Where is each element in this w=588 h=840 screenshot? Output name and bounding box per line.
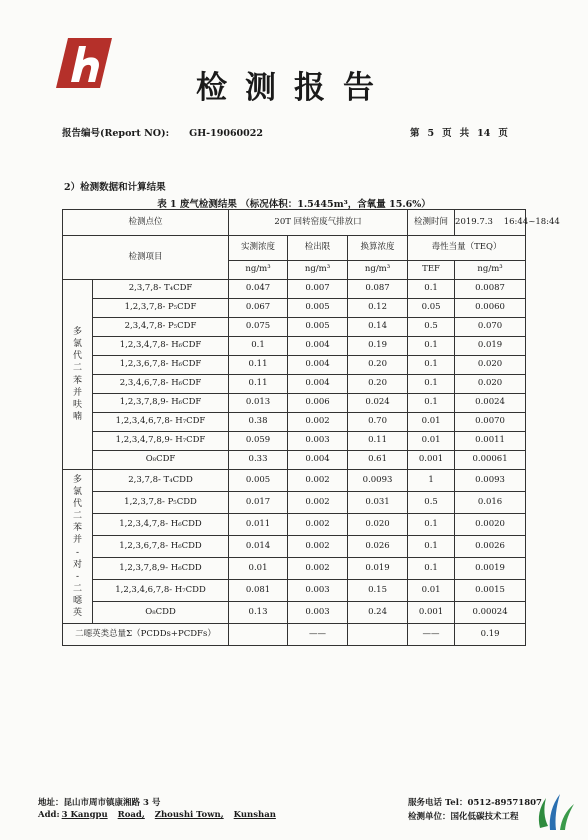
table-row	[63, 356, 526, 375]
tef-value: 1	[408, 470, 455, 492]
compound-name: 1,2,3,4,7,8- H₆CDF	[93, 337, 229, 356]
tef-value: 0.1	[408, 536, 455, 558]
measured-conc: 0.081	[229, 580, 288, 602]
table-row	[63, 432, 526, 451]
detection-limit: 0.007	[288, 280, 348, 299]
table-row	[63, 580, 526, 602]
col-converted: 换算浓度	[348, 236, 408, 261]
teq-value: 0.016	[455, 492, 526, 514]
measured-conc: 0.38	[229, 413, 288, 432]
detection-limit: 0.004	[288, 356, 348, 375]
table-row	[63, 280, 526, 299]
teq-value: 0.019	[455, 337, 526, 356]
detection-limit: 0.002	[288, 558, 348, 580]
teq-value: 0.0011	[455, 432, 526, 451]
converted-conc: 0.026	[348, 536, 408, 558]
measured-conc: 0.047	[229, 280, 288, 299]
measured-conc: 0.1	[229, 337, 288, 356]
teq-value: 0.020	[455, 375, 526, 394]
tef-value: 0.001	[408, 451, 455, 470]
time-date: 2019.7.3	[455, 216, 493, 227]
address-en	[38, 810, 286, 820]
detection-limit: 0.002	[288, 413, 348, 432]
teq-value: 0.0087	[455, 280, 526, 299]
measured-conc: 0.059	[229, 432, 288, 451]
unit-dl: ng/m³	[288, 261, 348, 280]
address-en-part: Kunshan	[233, 810, 276, 820]
total-teq: 0.19	[455, 624, 526, 646]
total-converted	[348, 624, 408, 646]
tef-value: 0.05	[408, 299, 455, 318]
compound-name: 1,2,3,6,7,8- H₆CDF	[93, 356, 229, 375]
compound-name: O₈CDF	[93, 451, 229, 470]
tef-value: 0.1	[408, 514, 455, 536]
group-label-pcdf: 多 氯 代 二 苯 并 呋 喃	[63, 280, 93, 470]
measured-conc: 0.11	[229, 356, 288, 375]
converted-conc: 0.020	[348, 514, 408, 536]
measured-conc: 0.005	[229, 470, 288, 492]
compound-name: O₈CDD	[93, 602, 229, 624]
converted-conc: 0.024	[348, 394, 408, 413]
col-dl: 检出限	[288, 236, 348, 261]
detection-limit: 0.002	[288, 470, 348, 492]
address-cn: 地址：昆山市周市镇康湘路 3 号	[38, 798, 161, 808]
measured-conc: 0.11	[229, 375, 288, 394]
address-en-part: Zhoushi Town,	[154, 810, 224, 820]
teq-value: 0.0026	[455, 536, 526, 558]
table-caption: 表 1 废气检测结果 （标况体积：1.5445m³，含氧量 15.6%）	[157, 199, 431, 210]
compound-name: 2,3,7,8- T₄CDD	[93, 470, 229, 492]
tef-value: 0.1	[408, 356, 455, 375]
tef-value: 0.5	[408, 492, 455, 514]
compound-name: 1,2,3,7,8- P₅CDF	[93, 299, 229, 318]
table-row	[63, 536, 526, 558]
compound-name: 2,3,4,7,8- P₅CDF	[93, 318, 229, 337]
tef-value: 0.1	[408, 337, 455, 356]
unit-teq: ng/m³	[455, 261, 526, 280]
certification-mark-icon	[532, 784, 576, 834]
table-row	[63, 558, 526, 580]
results-table	[62, 209, 560, 646]
address-en-part: 3 Kangpu	[61, 810, 108, 820]
tef-value: 0.1	[408, 375, 455, 394]
measured-conc: 0.067	[229, 299, 288, 318]
detection-limit: 0.006	[288, 394, 348, 413]
tef-value: 0.5	[408, 318, 455, 337]
teq-value: 0.070	[455, 318, 526, 337]
converted-conc: 0.11	[348, 432, 408, 451]
report-no-label: 报告编号(Report NO):	[62, 128, 170, 139]
compound-name: 1,2,3,7,8,9- H₆CDF	[93, 394, 229, 413]
compound-name: 1,2,3,7,8- P₅CDD	[93, 492, 229, 514]
table-row	[63, 602, 526, 624]
converted-conc: 0.24	[348, 602, 408, 624]
table-row	[63, 375, 526, 394]
teq-value: 0.00061	[455, 451, 526, 470]
total-row	[63, 624, 526, 646]
compound-name: 1,2,3,4,7,8,9- H₇CDF	[93, 432, 229, 451]
detection-limit: 0.002	[288, 536, 348, 558]
teq-value: 0.0024	[455, 394, 526, 413]
measured-conc: 0.01	[229, 558, 288, 580]
unit-measured: ng/m³	[229, 261, 288, 280]
col-teq: 毒性当量（TEQ）	[408, 236, 526, 261]
measured-conc: 0.017	[229, 492, 288, 514]
compound-name: 1,2,3,7,8,9- H₆CDD	[93, 558, 229, 580]
total-dash-1: ——	[288, 624, 348, 646]
tef-value: 0.01	[408, 580, 455, 602]
teq-value: 0.0093	[455, 470, 526, 492]
converted-conc: 0.0093	[348, 470, 408, 492]
measured-conc: 0.013	[229, 394, 288, 413]
unit-tef: TEF	[408, 261, 455, 280]
converted-conc: 0.14	[348, 318, 408, 337]
teq-value: 0.00024	[455, 602, 526, 624]
report-no-value: GH-19060022	[189, 128, 263, 139]
unit-converted: ng/m³	[348, 261, 408, 280]
tef-value: 0.001	[408, 602, 455, 624]
col-measured: 实测浓度	[229, 236, 288, 261]
total-pages: 14	[477, 128, 491, 139]
teq-value: 0.0019	[455, 558, 526, 580]
converted-conc: 0.12	[348, 299, 408, 318]
tef-value: 0.1	[408, 280, 455, 299]
compound-name: 1,2,3,4,7,8- H₆CDD	[93, 514, 229, 536]
teq-value: 0.0015	[455, 580, 526, 602]
table-row	[63, 318, 526, 337]
tef-value: 0.01	[408, 413, 455, 432]
page-unit: 页	[442, 128, 452, 139]
page-prefix: 第	[410, 128, 420, 139]
detection-limit: 0.002	[288, 514, 348, 536]
header-row-columns	[63, 236, 526, 261]
site-value: 20T 回转窑废气排放口	[229, 210, 408, 236]
compound-name: 2,3,7,8- T₄CDF	[93, 280, 229, 299]
detection-limit: 0.004	[288, 451, 348, 470]
time-value	[455, 210, 560, 236]
table-row	[63, 492, 526, 514]
converted-conc: 0.031	[348, 492, 408, 514]
measured-conc: 0.014	[229, 536, 288, 558]
compound-name: 2,3,4,6,7,8- H₆CDF	[93, 375, 229, 394]
table-row	[63, 413, 526, 432]
total-dash-2: ——	[408, 624, 455, 646]
measured-conc: 0.33	[229, 451, 288, 470]
table-row	[63, 514, 526, 536]
detection-limit: 0.005	[288, 299, 348, 318]
detection-limit: 0.004	[288, 337, 348, 356]
total-prefix: 共	[459, 128, 470, 139]
compound-name: 1,2,3,4,6,7,8- H₇CDF	[93, 413, 229, 432]
converted-conc: 0.70	[348, 413, 408, 432]
table-row	[63, 470, 526, 492]
detection-limit: 0.003	[288, 602, 348, 624]
converted-conc: 0.019	[348, 558, 408, 580]
header-row-site	[63, 210, 526, 236]
site-label: 检测点位	[63, 210, 229, 236]
section-title: 2）检测数据和计算结果	[64, 182, 166, 193]
total-label: 二噁英类总量Σ（PCDDs+PCDFs）	[63, 624, 229, 646]
testing-unit: 检测单位：国化低碳技术工程	[408, 812, 519, 822]
compound-name: 1,2,3,6,7,8- H₆CDD	[93, 536, 229, 558]
address-en-prefix: Add:	[38, 810, 60, 820]
detection-limit: 0.003	[288, 432, 348, 451]
table-row	[63, 451, 526, 470]
page-title: 检测报告	[196, 70, 392, 106]
page-indicator	[410, 125, 516, 139]
converted-conc: 0.20	[348, 356, 408, 375]
total-measured	[229, 624, 288, 646]
address-en-part: Road,	[117, 810, 145, 820]
measured-conc: 0.13	[229, 602, 288, 624]
table-row	[63, 299, 526, 318]
converted-conc: 0.20	[348, 375, 408, 394]
time-label: 检测时间	[408, 210, 455, 236]
teq-value: 0.0060	[455, 299, 526, 318]
teq-value: 0.0070	[455, 413, 526, 432]
converted-conc: 0.087	[348, 280, 408, 299]
detection-limit: 0.002	[288, 492, 348, 514]
table-row	[63, 337, 526, 356]
page-number: 5	[427, 128, 435, 139]
teq-value: 0.0020	[455, 514, 526, 536]
total-unit: 页	[498, 128, 508, 139]
detection-limit: 0.005	[288, 318, 348, 337]
teq-value: 0.020	[455, 356, 526, 375]
tef-value: 0.1	[408, 394, 455, 413]
item-label: 检测项目	[63, 236, 229, 280]
measured-conc: 0.011	[229, 514, 288, 536]
converted-conc: 0.15	[348, 580, 408, 602]
converted-conc: 0.61	[348, 451, 408, 470]
report-number	[62, 125, 263, 139]
table-row	[63, 394, 526, 413]
detection-limit: 0.003	[288, 580, 348, 602]
group-label-pcdd: 多 氯 代 二 苯 并 - 对 - 二 噁 英	[63, 470, 93, 624]
detection-limit: 0.004	[288, 375, 348, 394]
service-phone: 服务电话 Tel：0512-89571807	[408, 798, 542, 808]
time-range: 16:44~18:44	[503, 216, 560, 227]
compound-name: 1,2,3,4,6,7,8- H₇CDD	[93, 580, 229, 602]
measured-conc: 0.075	[229, 318, 288, 337]
tef-value: 0.1	[408, 558, 455, 580]
tef-value: 0.01	[408, 432, 455, 451]
converted-conc: 0.19	[348, 337, 408, 356]
